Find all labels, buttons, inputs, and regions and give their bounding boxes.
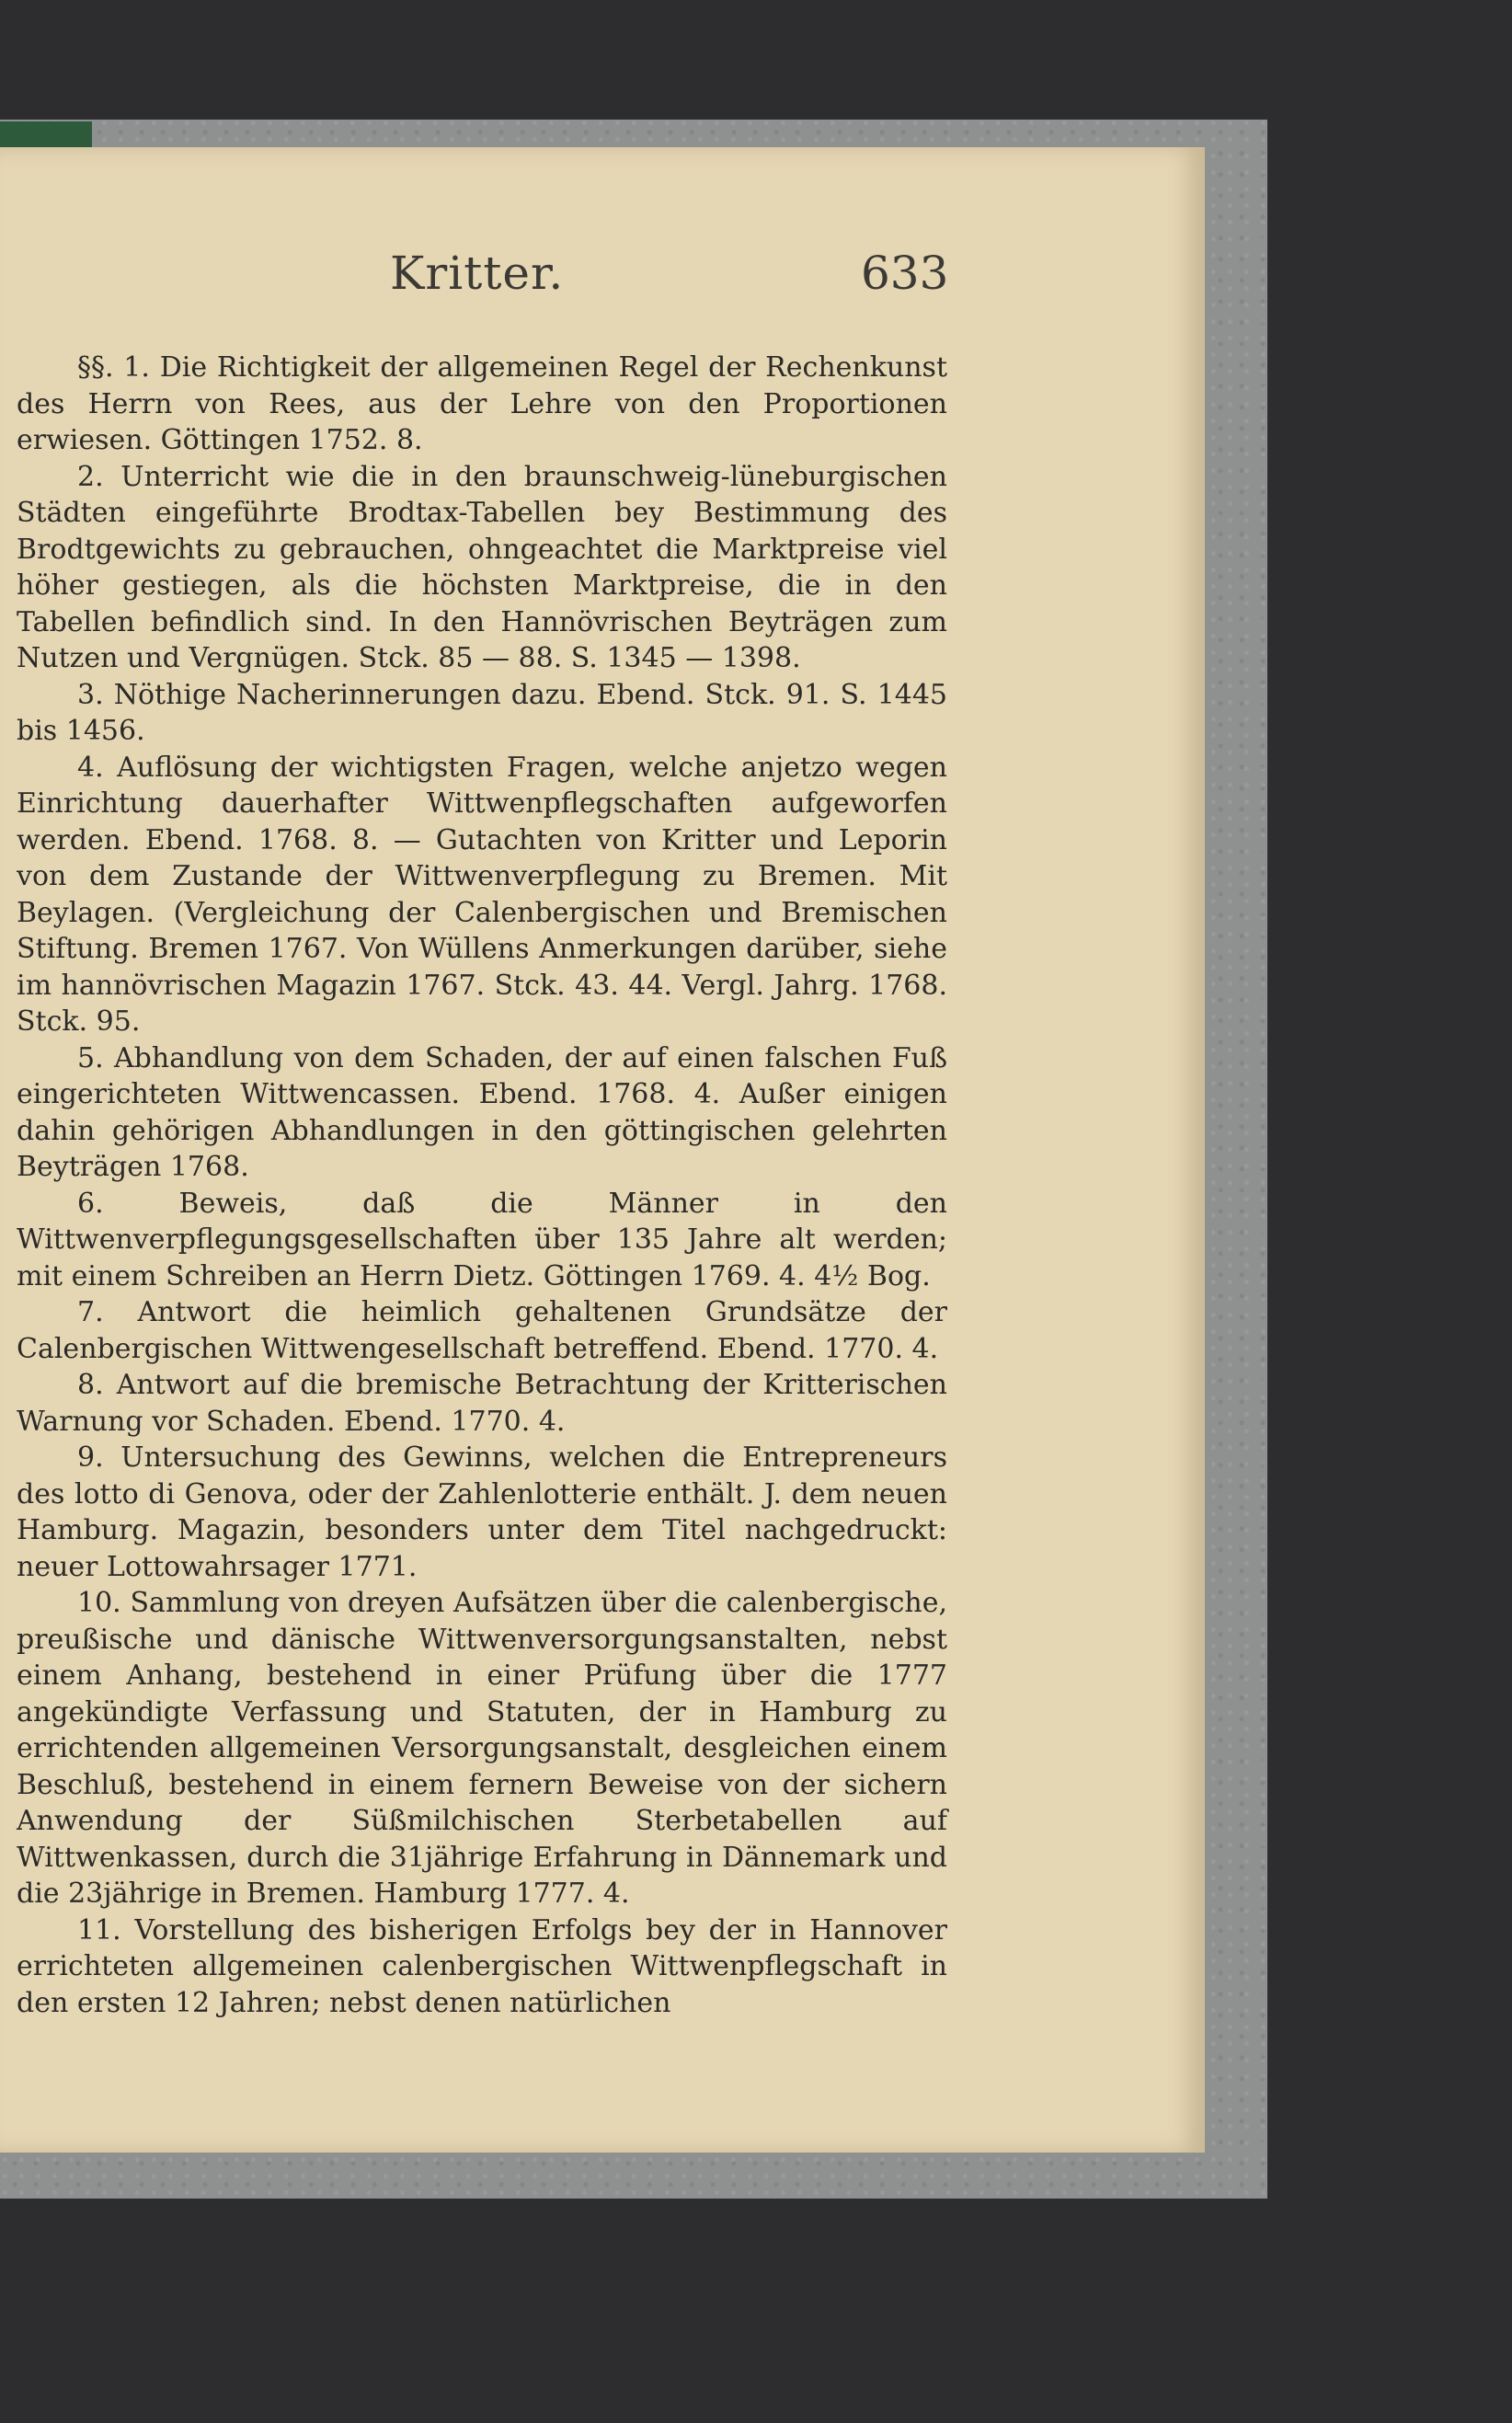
entry-8: 8. Antwort auf die bremische Betrachtung der Kritterischen Warnung vor Schaden. Ebend. 1770. 4. bbox=[17, 1369, 947, 1438]
entry-3: 3. Nöthige Nacherinnerungen dazu. Ebend. Stck. 91. S. 1445 bis 1456. bbox=[17, 678, 947, 747]
entry-9: 9. Untersuchung des Gewinns, welchen die Entrepreneurs des lotto di Genova, oder der Zahlenlotterie enthält. J. dem neuen Hamburg. Magazin, besonders unter dem Titel nachgedruckt: neuer Lottowahrsager 1771. bbox=[17, 1441, 947, 1583]
entry-7: 7. Antwort die heimlich gehaltenen Grundsätze der Calenbergischen Wittwengesellschaft betreffend. Ebend. 1770. 4. bbox=[17, 1296, 947, 1365]
entry-5: 5. Abhandlung von dem Schaden, der auf einen falschen Fuß eingerichteten Wittwencassen. Ebend. 1768. 4. Außer einigen dahin gehörigen Abhandlungen in den göttingischen gelehrten Beyträgen 1768. bbox=[17, 1041, 947, 1183]
running-head: Kritter. bbox=[390, 247, 565, 300]
entry-6: 6. Beweis, daß die Männer in den Wittwenverpflegungsgesellschaften über 135 Jahre alt werden; mit einem Schreiben an Herrn Dietz. Göttingen 1769. 4. 4½ Bog. bbox=[17, 1187, 947, 1292]
entry-11: 11. Vorstellung des bisherigen Erfolgs bey der in Hannover errichteten allgemeinen calenbergischen Wittwenpflegschaft in den ersten 12 Jahren; nebst denen natürlichen bbox=[17, 1913, 947, 2019]
page-number: 633 bbox=[861, 247, 949, 300]
entry-4: 4. Auflösung der wichtigsten Fragen, welche anjetzo wegen Einrichtung dauerhafter Wittwenpflegschaften aufgeworfen werden. Ebend. 1768. 8. — Gutachten von Kritter und Leporin von dem Zustande der Wittwenverpflegung zu Bremen. Mit Beylagen. (Vergleichung der Calenbergischen und Bremischen Stiftung. Bremen 1767. Von Wüllens Anmerkungen darüber, siehe im hannövrischen Magazin 1767. Stck. 43. 44. Vergl. Jahrg. 1768. Stck. 95. bbox=[17, 751, 947, 1038]
entry-10: 10. Sammlung von dreyen Aufsätzen über die calenbergische, preußische und dänische Wittwenversorgungsanstalten, nebst einem Anhang, bestehend in einer Prüfung über die 1777 angekündigte Verfassung und Statuten, der in Hamburg zu errichtenden allgemeinen Versorgungsanstalt, desgleichen einem Beschluß, bestehend in einem fernern Beweise von der sichern Anwendung der Süßmilchischen Sterbetabellen auf Wittwenkassen, durch die 31jährige Erfahrung in Dännemark und die 23jährige in Bremen. Hamburg 1777. 4. bbox=[17, 1587, 947, 1910]
body-text bbox=[17, 350, 947, 2021]
page-header bbox=[0, 247, 956, 320]
entry-2: 2. Unterricht wie die in den braunschweig-lüneburgischen Städten eingeführte Brodtax-Tabellen bey Bestimmung des Brodtgewichts zu gebrauchen, ohngeachtet die Marktpreise viel höher gestiegen, als die höchsten Marktpreise, die in den Tabellen befindlich sind. In den Hannövrischen Beyträgen zum Nutzen und Vergnügen. Stck. 85 — 88. S. 1345 — 1398. bbox=[17, 460, 947, 674]
entry-1: §§. 1. Die Richtigkeit der allgemeinen Regel der Rechenkunst des Herrn von Rees, aus der Lehre von den Proportionen erwiesen. Göttingen 1752. 8. bbox=[17, 351, 947, 456]
